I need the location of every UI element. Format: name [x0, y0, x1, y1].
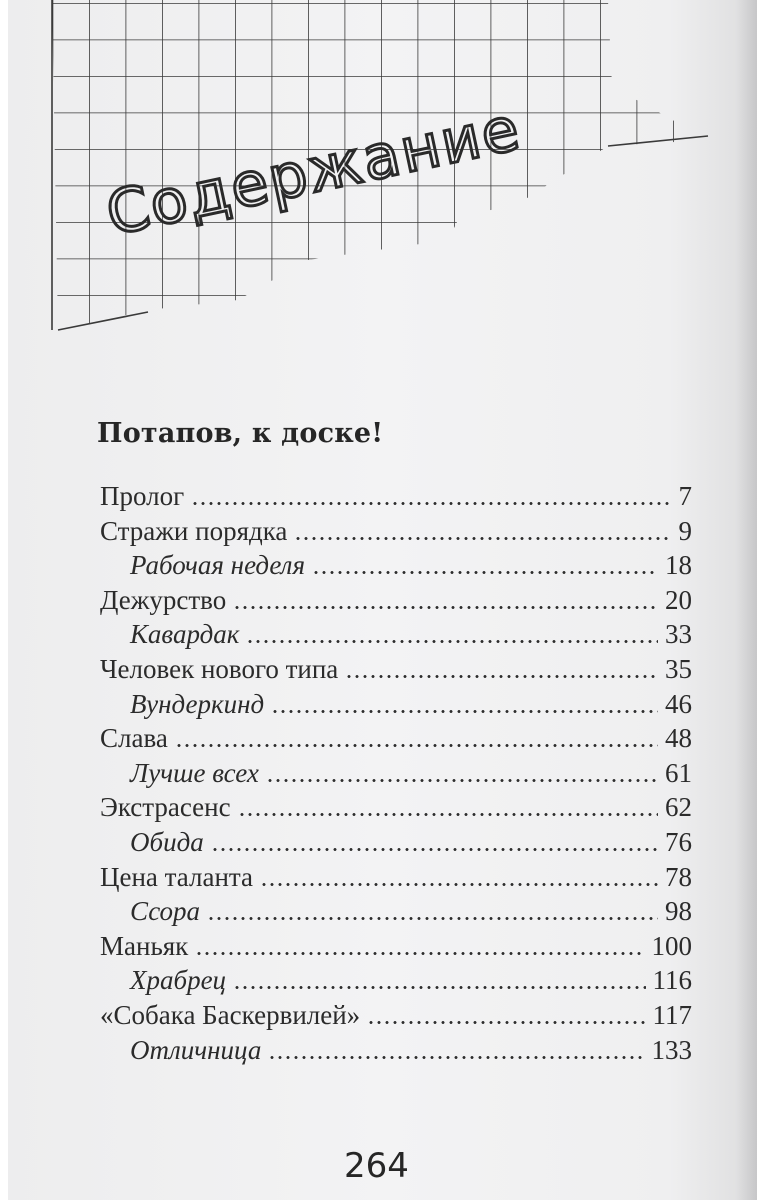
toc-entry — [100, 481, 692, 516]
toc-entry-title: Маньяк — [100, 930, 189, 961]
toc-subentry — [100, 965, 692, 1000]
dot-leader — [294, 537, 671, 540]
toc-subentry — [100, 550, 692, 585]
toc-entry-title: Отличница — [130, 1034, 262, 1065]
toc-entry-title: Ссора — [130, 896, 201, 927]
toc-page-number: 116 — [652, 965, 692, 996]
toc-page-number: 100 — [651, 930, 692, 961]
toc-entry-title: Пролог — [100, 481, 185, 511]
toc-page-number: 76 — [665, 826, 692, 857]
toc-entry — [100, 516, 692, 551]
toc-page-number: 46 — [665, 688, 692, 719]
toc-entry-title: «Собака Баскервилей» — [100, 999, 361, 1030]
dot-leader — [260, 883, 658, 886]
dot-leader — [345, 675, 658, 678]
toc-subentry — [100, 827, 692, 862]
toc-page-number: 9 — [678, 515, 692, 546]
toc-page-number: 61 — [665, 757, 692, 788]
dot-leader — [271, 710, 658, 713]
toc-entry-title: Слава — [100, 723, 168, 754]
dot-leader — [233, 606, 658, 609]
toc-entry — [100, 723, 692, 758]
toc-subentry — [100, 619, 692, 654]
toc-subentry — [100, 758, 692, 793]
page-number: 264 — [344, 1146, 409, 1186]
toc-entry-title: Обида — [130, 826, 204, 857]
toc-entry-title: Рабочая неделя — [130, 550, 305, 581]
toc-entry-title: Храбрец — [130, 965, 227, 996]
toc-entry — [100, 862, 692, 897]
dot-leader — [367, 1021, 645, 1024]
toc-entry-title: Экстрасенс — [100, 792, 231, 823]
dot-leader — [268, 1056, 644, 1059]
toc-entry — [100, 931, 692, 966]
toc-entry-title: Вундеркинд — [130, 688, 265, 719]
toc-page-number: 33 — [665, 619, 692, 650]
toc-entry — [100, 654, 692, 689]
toc-page-number: 98 — [665, 896, 692, 927]
toc-page-number: 133 — [651, 1034, 692, 1065]
dot-leader — [233, 986, 645, 989]
toc-entry — [100, 792, 692, 827]
toc-page-number: 78 — [665, 861, 692, 892]
toc-subentry — [100, 689, 692, 724]
section-title: Потапов, к доске! — [97, 418, 384, 449]
book-page — [8, 0, 757, 1200]
toc-entry-title: Лучше всех — [130, 757, 259, 788]
toc-entry-title: Стражи порядка — [100, 515, 288, 546]
dot-leader — [207, 917, 658, 920]
toc-entry — [100, 585, 692, 620]
toc-entry-title: Цена таланта — [100, 861, 254, 892]
toc-page-number: 20 — [665, 584, 692, 615]
toc-page-number: 117 — [652, 999, 692, 1030]
toc-page-number: 62 — [665, 792, 692, 823]
dot-leader — [195, 952, 644, 955]
dot-leader — [211, 848, 658, 851]
toc-page-number: 7 — [678, 481, 692, 511]
grid-header-illustration — [8, 0, 757, 360]
dot-leader — [175, 744, 658, 747]
dot-leader — [246, 640, 658, 643]
toc-entry-title: Человек нового типа — [100, 653, 339, 684]
toc-page-number: 48 — [665, 723, 692, 754]
toc-subentry — [100, 1035, 692, 1070]
dot-leader — [191, 502, 671, 505]
toc-entry — [100, 1000, 692, 1035]
toc-entry-title: Дежурство — [100, 584, 227, 615]
toc-entry-title: Кавардак — [130, 619, 240, 650]
dot-leader — [312, 571, 658, 574]
toc-subentry — [100, 896, 692, 931]
table-of-contents — [100, 481, 692, 1069]
page-heading: Содержание — [100, 93, 527, 250]
dot-leader — [238, 813, 658, 816]
dot-leader — [266, 779, 658, 782]
toc-page-number: 18 — [665, 550, 692, 581]
toc-page-number: 35 — [665, 653, 692, 684]
